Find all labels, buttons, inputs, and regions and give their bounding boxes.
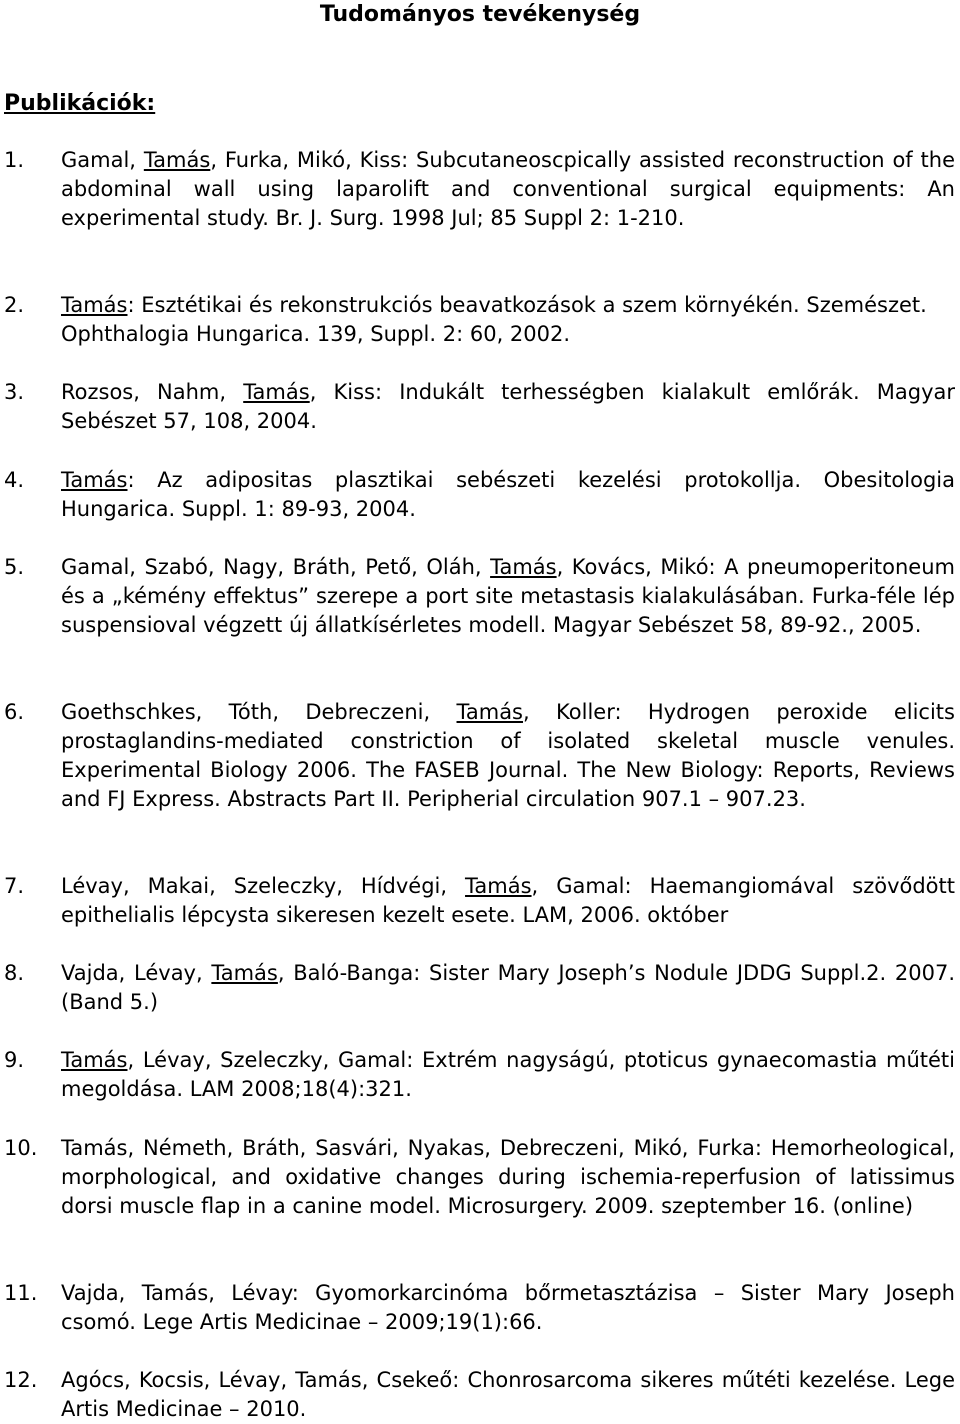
publication-authors-before: Goethschkes, Tóth, Debreczeni, (61, 700, 457, 724)
publication-details: , Gamal: Haemangiomával szövődött epithelialis lépcysta sikeresen kezelt esete. LAM, 2006. október (61, 874, 955, 928)
publication-details: , Furka, Mikó, Kiss: Subcutaneoscpically assisted reconstruction of the abdominal wall using laparolift and conventional surgical equipments: An experimental study. Br. J. Surg. 1998 Jul; 85 Suppl 2: 1-210. (61, 148, 955, 231)
section-title: Publikációk: (4, 91, 156, 116)
publication-details: Agócs, Kocsis, Lévay, Tamás, Csekeő: Chonrosarcoma sikeres műtéti kezelése. Lege Artis Medicinae – 2010. (61, 1368, 955, 1422)
publication-number: 2. (4, 293, 25, 317)
publication-number: 11. (4, 1281, 38, 1305)
publication-text (61, 959, 955, 1017)
highlighted-author: Tamás (61, 468, 128, 492)
publication-text (61, 466, 955, 524)
publication-text (61, 291, 955, 349)
publication-details: , Koller: Hydrogen peroxide elicits prostaglandins-mediated constriction of isolated skeletal muscle venules. Experimental Biology 2006. The FASEB Journal. The New Biology: Reports, Reviews and FJ Express. Abstracts Part II. Peripherial circulation 907.1 – 907.23. (61, 700, 955, 812)
publication-text (61, 1134, 955, 1221)
publication-text (61, 146, 955, 233)
publication-number: 6. (4, 700, 25, 724)
publication-details: Vajda, Tamás, Lévay: Gyomorkarcinóma bőrmetasztázisa – Sister Mary Joseph csomó. Lege Artis Medicinae – 2009;19(1):66. (61, 1281, 955, 1335)
publication-text (61, 378, 955, 436)
highlighted-author: Tamás (61, 293, 128, 317)
highlighted-author: Tamás (211, 961, 278, 985)
page-title: Tudományos tevékenység (319, 2, 641, 27)
publication-number: 7. (4, 874, 25, 898)
publication-text (61, 1279, 955, 1337)
publication-number: 9. (4, 1048, 25, 1072)
publication-number: 4. (4, 468, 25, 492)
publication-authors-before: Gamal, (61, 148, 144, 172)
publication-details: , Lévay, Szeleczky, Gamal: Extrém nagyságú, ptoticus gynaecomastia műtéti megoldása. LAM 2008;18(4):321. (61, 1048, 955, 1102)
publication-details: , Kovács, Mikó: A pneumoperitoneum és a „kémény effektus” szerepe a port site metastasis kialakulásában. Furka-féle lép suspensioval végzett új állatkísérletes modell. Magyar Sebészet 58, 89-92., 2005. (61, 555, 955, 638)
publication-text (61, 553, 955, 640)
publication-text (61, 1366, 955, 1424)
publication-authors-before: Rozsos, Nahm, (61, 380, 244, 404)
publication-text (61, 1046, 955, 1104)
highlighted-author: Tamás (490, 555, 557, 579)
highlighted-author: Tamás (61, 1048, 128, 1072)
publication-authors-before: Gamal, Szabó, Nagy, Bráth, Pető, Oláh, (61, 555, 491, 579)
publication-authors-before: Lévay, Makai, Szeleczky, Hídvégi, (61, 874, 466, 898)
highlighted-author: Tamás (243, 380, 310, 404)
publication-authors-before: Vajda, Lévay, (61, 961, 212, 985)
publication-details: : Esztétikai és rekonstrukciós beavatkozások a szem környékén. Szemészet. Ophthalogia Hungarica. 139, Suppl. 2: 60, 2002. (61, 293, 927, 347)
highlighted-author: Tamás (456, 700, 524, 724)
publication-number: 1. (4, 148, 25, 172)
publication-details: Tamás, Németh, Bráth, Sasvári, Nyakas, Debreczeni, Mikó, Furka: Hemorheological, morphological, and oxidative changes during ischemia-reperfusion of latissimus dorsi muscle flap in a canine model. Microsurgery. 2009. szeptember 16. (online) (61, 1136, 955, 1219)
publication-details: : Az adipositas plasztikai sebészeti kezelési protokollja. Obesitologia Hungarica. Suppl. 1: 89-93, 2004. (61, 468, 955, 522)
publication-number: 5. (4, 555, 25, 579)
publication-details: , Kiss: Indukált terhességben kialakult emlőrák. Magyar Sebészet 57, 108, 2004. (61, 380, 956, 434)
highlighted-author: Tamás (143, 148, 211, 172)
publication-number: 3. (4, 380, 25, 404)
publication-details: , Baló-Banga: Sister Mary Joseph’s Nodule JDDG Suppl.2. 2007. (Band 5.) (61, 961, 955, 1015)
highlighted-author: Tamás (465, 874, 532, 898)
publication-number: 10. (4, 1136, 38, 1160)
publication-number: 8. (4, 961, 25, 985)
publication-text (61, 698, 955, 814)
publication-text (61, 872, 955, 930)
publication-number: 12. (4, 1368, 38, 1392)
